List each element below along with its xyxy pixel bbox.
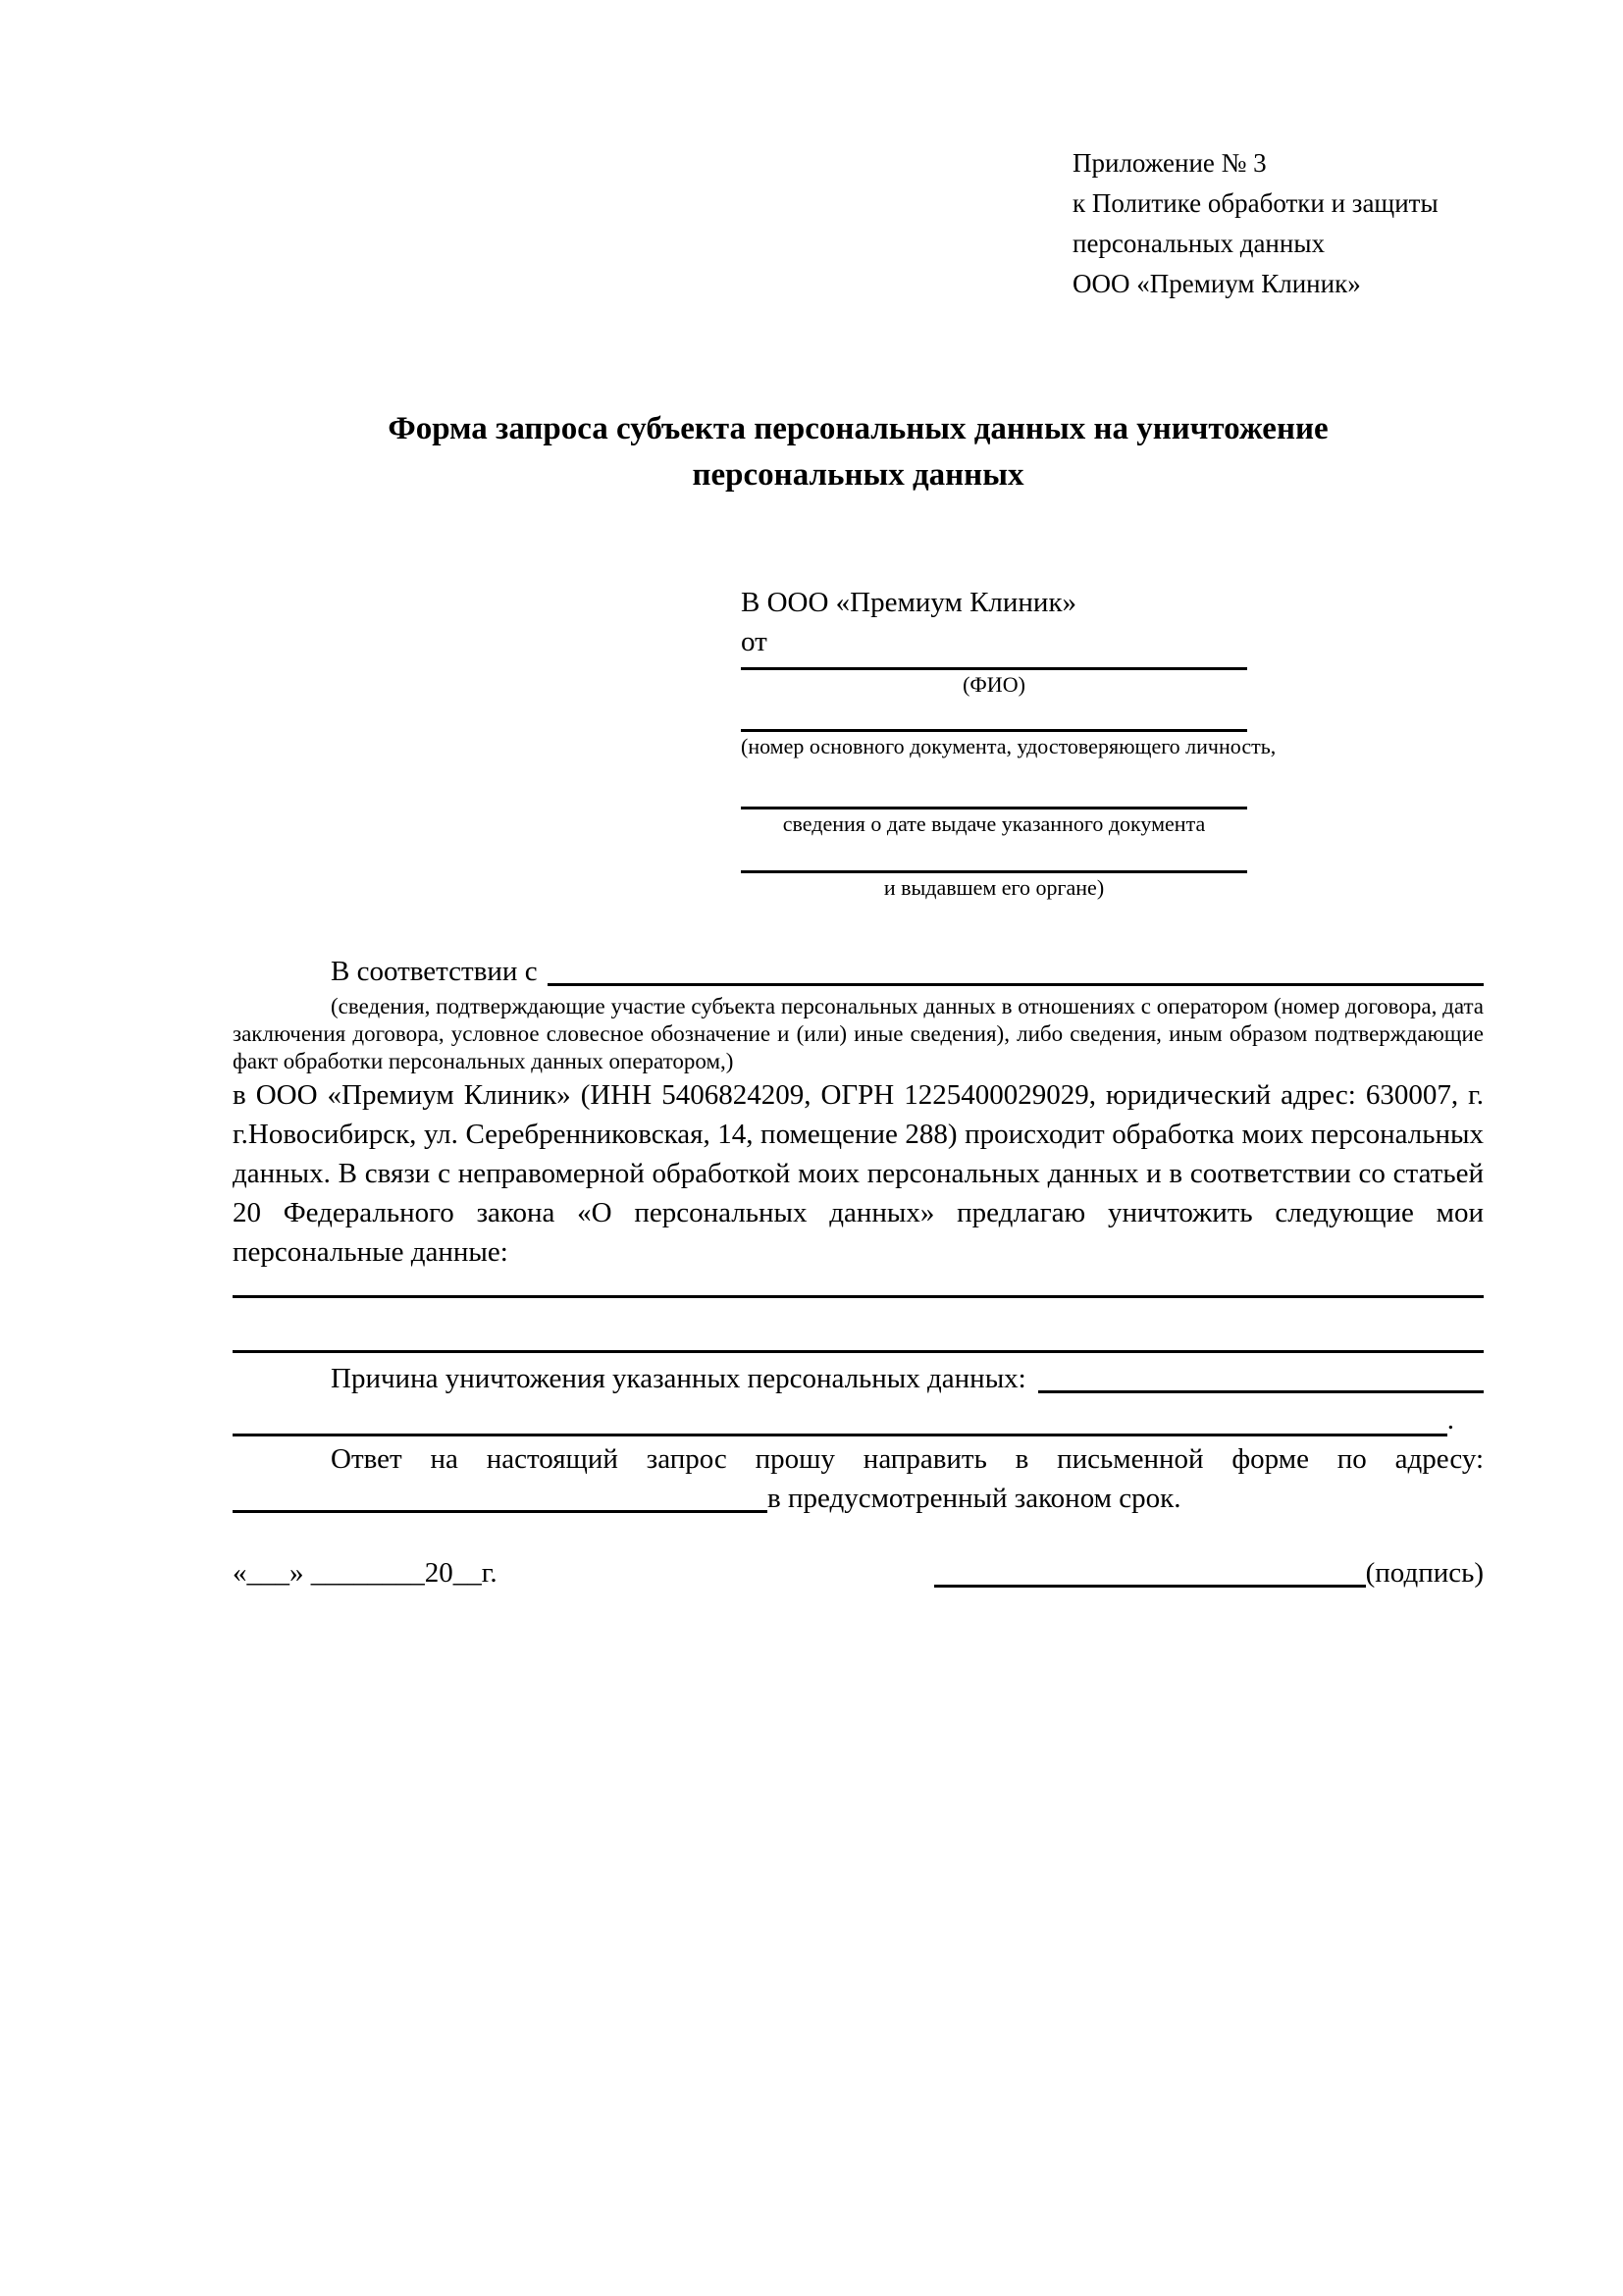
document-title-line-1: Форма запроса субъекта персональных данных на уничтожение [388, 411, 1329, 446]
appendix-header-line: Приложение № 3 [1073, 148, 1267, 178]
appendix-header-line: ООО «Премиум Клиник» [1073, 269, 1361, 298]
fio-blank-line [741, 661, 1247, 670]
accordance-blank-line [548, 952, 1484, 986]
issuing-authority-blank-line [741, 864, 1247, 873]
signature-blank-line [934, 1585, 1366, 1588]
document-title [233, 406, 1484, 498]
accordance-label: В соответствии с [331, 956, 538, 987]
response-address-row [233, 1479, 1484, 1518]
personal-data-blank-line-2 [233, 1298, 1484, 1353]
response-suffix: в предусмотренный законом срок. [767, 1483, 1181, 1514]
reason-row [233, 1359, 1484, 1398]
reason-row-continuation [233, 1398, 1484, 1439]
main-paragraph: в ООО «Премиум Клиник» (ИНН 5406824209, ОГРН 1225400029029, юридический адрес: 630007, г. г.Новосибирск, ул. Серебренниковская, 14, помещение 288) происходит обработка моих персональных данных. В связи с неправомерной обработкой моих персональных данных и в соответствии со статьей 20 Федерального закона «О персональных данных» предлагаю уничтожить следующие мои персональные данные: [233, 1079, 1484, 1268]
document-number-caption: (номер основного документа, удостоверяющего личность, [741, 734, 1277, 758]
document-title-line-2: персональных данных [692, 457, 1024, 493]
appendix-header [1073, 143, 1484, 304]
appendix-header-line: персональных данных [1073, 229, 1325, 258]
reason-label: Причина уничтожения указанных персональных данных: [331, 1363, 1026, 1394]
reason-period: . [1446, 1404, 1454, 1435]
footer-row [233, 1553, 1484, 1592]
signature-group [934, 1553, 1484, 1592]
issuing-authority-caption: и выдавшем его органе) [883, 875, 1105, 900]
signature-caption: (подпись) [1365, 1557, 1484, 1589]
reason-blank-line-2 [233, 1398, 1447, 1436]
issue-date-blank-line [741, 801, 1247, 809]
reason-blank-line [1038, 1359, 1484, 1393]
addressee-block [741, 583, 1277, 903]
accordance-row [233, 952, 1484, 991]
accordance-note: (сведения, подтверждающие участие субъекта персональных данных в отношениях с оператором (номер договора, дата заключения договора, условное словесное обозначение и (или) иные сведения), либо сведения, иным образом подтверждающие факт обработки персональных данных оператором,) [233, 994, 1484, 1073]
address-blank-line [233, 1479, 767, 1513]
response-paragraph: Ответ на настоящий запрос прошу направить в письменной форме по адресу: [331, 1443, 1484, 1475]
addressee-organization: В ООО «Премиум Клиник» [741, 587, 1077, 618]
appendix-header-line: к Политике обработки и защиты [1073, 188, 1439, 218]
date-blank: «___» ________20__г. [233, 1557, 497, 1589]
personal-data-blank-line-1 [233, 1272, 1484, 1298]
fio-caption: (ФИО) [963, 672, 1025, 697]
addressee-from-label: от [741, 626, 767, 657]
document-number-blank-line [741, 723, 1247, 732]
issue-date-caption: сведения о дате выдаче указанного документа [782, 811, 1206, 836]
